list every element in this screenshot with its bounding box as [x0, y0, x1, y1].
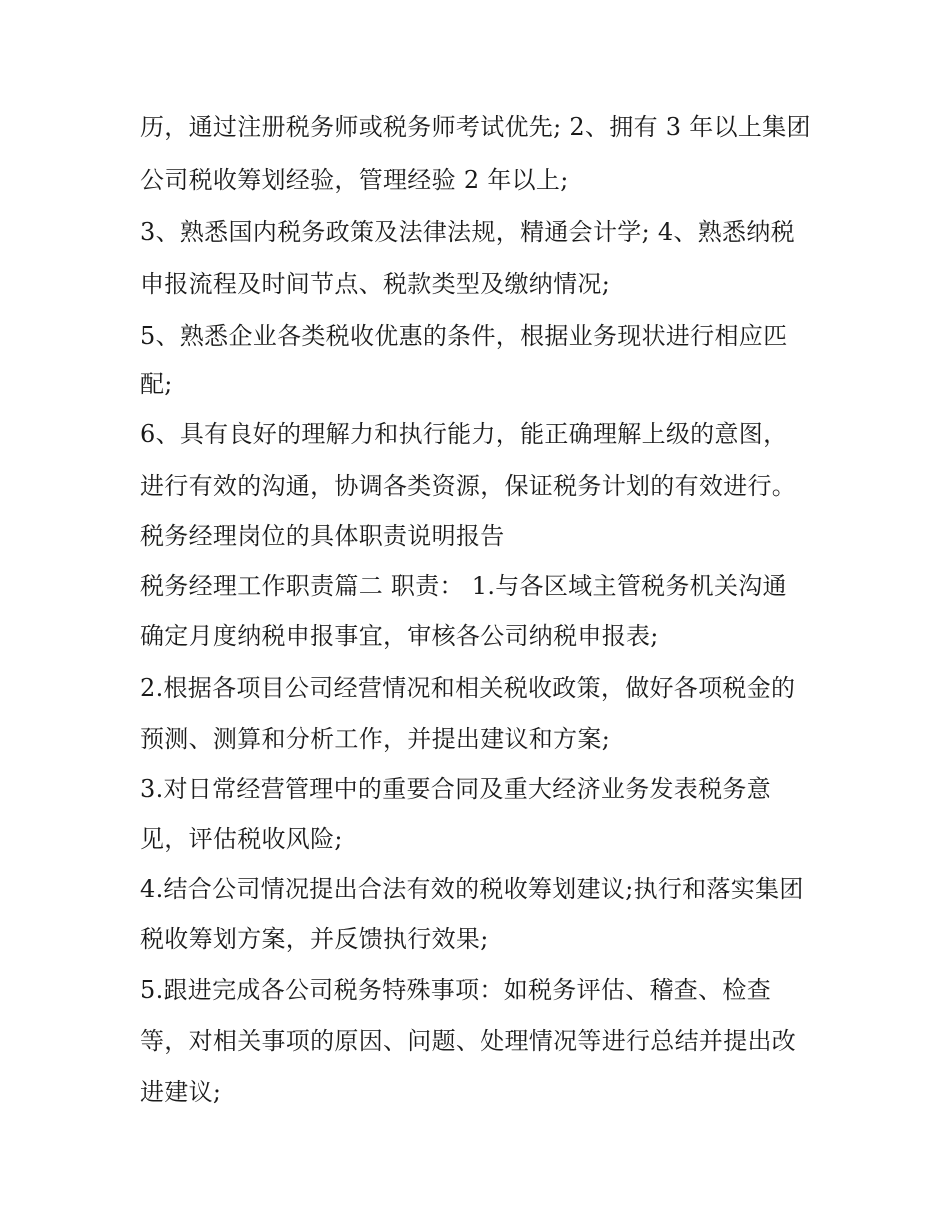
text-line: 预测、测算和分析工作，并提出建议和方案;: [140, 725, 611, 753]
text-line: 6、具有良好的理解力和执行能力，能正确理解上级的意图，: [140, 420, 788, 448]
text-line: 公司税收筹划经验，管理经验 2 年以上;: [140, 166, 569, 194]
text-line: 4.结合公司情况提出合法有效的税收筹划建议;执行和落实集团: [140, 875, 804, 903]
text-line: 3、熟悉国内税务政策及法律法规，精通会计学; 4、熟悉纳税: [140, 218, 795, 246]
text-line: 配;: [140, 370, 173, 398]
text-line: 确定月度纳税申报事宜，审核各公司纳税申报表;: [140, 622, 659, 650]
section-heading: 税务经理岗位的具体职责说明报告: [140, 522, 505, 550]
text-line: 见，评估税收风险;: [140, 825, 343, 853]
text-line: 进建议;: [140, 1078, 222, 1106]
text-line: 5.跟进完成各公司税务特殊事项：如税务评估、稽查、检查: [140, 976, 771, 1004]
text-line: 申报流程及时间节点、税款类型及缴纳情况;: [140, 270, 611, 298]
text-line: 税务经理工作职责篇二 职责： 1.与各区域主管税务机关沟通: [140, 572, 787, 600]
text-line: 5、熟悉企业各类税收优惠的条件，根据业务现状进行相应匹: [140, 322, 788, 350]
text-line: 等，对相关事项的原因、问题、处理情况等进行总结并提出改: [140, 1027, 797, 1055]
text-line: 历，通过注册税务师或税务师考试优先; 2、拥有 3 年以上集团: [140, 113, 811, 141]
text-line: 进行有效的沟通，协调各类资源，保证税务计划的有效进行。: [140, 472, 797, 500]
text-line: 税收筹划方案，并反馈执行效果;: [140, 925, 489, 953]
text-line: 2.根据各项目公司经营情况和相关税收政策，做好各项税金的: [140, 674, 796, 702]
text-line: 3.对日常经营管理中的重要合同及重大经济业务发表税务意: [140, 775, 771, 803]
